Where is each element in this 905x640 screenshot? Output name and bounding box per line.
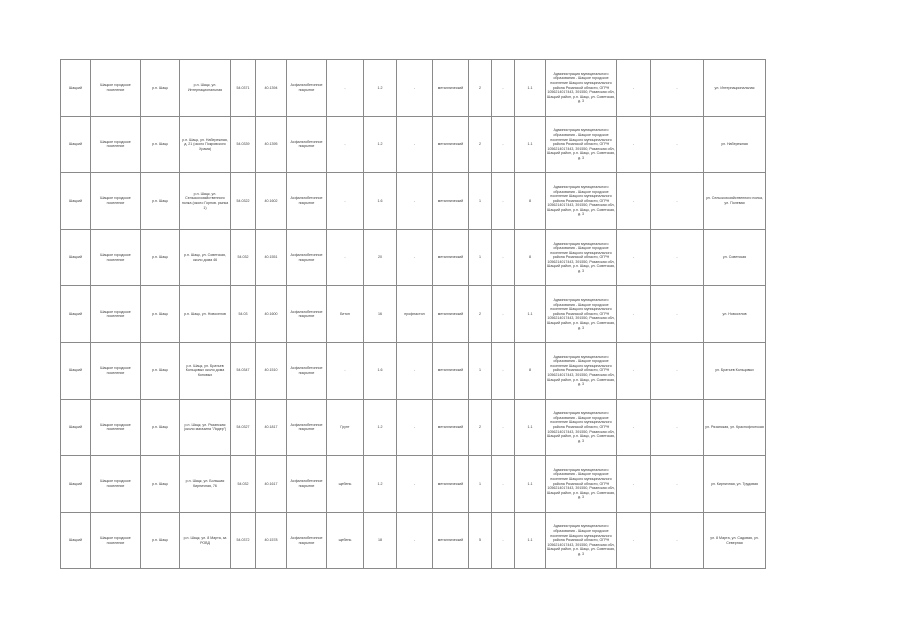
address-cell: р.п. Шацк, ул. Рязанская (около магазина "Лидер") bbox=[180, 399, 231, 456]
area-cell: 1.2 bbox=[364, 399, 397, 456]
extra-cell-1: - bbox=[617, 342, 651, 399]
extra-cell-2: - bbox=[651, 173, 704, 230]
table-row bbox=[61, 399, 766, 456]
extra-cell-2: - bbox=[651, 512, 704, 569]
settlement-cell: Шацкое городское поселение bbox=[91, 286, 141, 343]
served-streets-cell: ул. Новоселов bbox=[704, 286, 766, 343]
address-cell: р.п. Шацк, ул. Набережная, д. 21 (около Покровского Храма) bbox=[180, 116, 231, 173]
planned-count-cell: - bbox=[492, 173, 515, 230]
container-count-cell: 2 bbox=[469, 286, 492, 343]
extra-cell-2: - bbox=[651, 116, 704, 173]
extra-cell-2: - bbox=[651, 456, 704, 513]
extra-cell-2: - bbox=[651, 229, 704, 286]
extra-cell-1: - bbox=[617, 456, 651, 513]
base-type-cell: - bbox=[327, 116, 364, 173]
table-row bbox=[61, 60, 766, 117]
district-cell: Шацкий bbox=[61, 116, 91, 173]
address-cell: р.п. Шацк, ул. Интернациональная bbox=[180, 60, 231, 117]
extra-cell-1: - bbox=[617, 512, 651, 569]
table-row bbox=[61, 342, 766, 399]
owner-cell: Администрация муниципального образования - Шацкое городское поселение Шацкого муниципального района Рязанской области, ОГРН 1056214017443, 391550, Рязанская обл, Шацкий район, р.п. Шацк, ул. Советская, д. 3 bbox=[546, 286, 617, 343]
owner-cell: Администрация муниципального образования - Шацкое городское поселение Шацкого муниципального района Рязанской области, ОГРН 1056214017443, 391550, Рязанская обл, Шацкий район, р.п. Шацк, ул. Советская, д. 3 bbox=[546, 456, 617, 513]
served-streets-cell: ул. Сельскохозяйственного полка, ул. Полевая bbox=[704, 173, 766, 230]
base-type-cell: щебень bbox=[327, 512, 364, 569]
extra-cell-2: - bbox=[651, 399, 704, 456]
area-cell: 1.2 bbox=[364, 116, 397, 173]
surface-type-cell: Асфальтобетонное покрытие bbox=[287, 512, 327, 569]
container-type-cell: металлический bbox=[433, 60, 469, 117]
container-type-cell: металлический bbox=[433, 512, 469, 569]
table-row bbox=[61, 512, 766, 569]
base-type-cell: - bbox=[327, 342, 364, 399]
owner-cell: Администрация муниципального образования - Шацкое городское поселение Шацкого муниципального района Рязанской области, ОГРН 1056214017443, 391550, Рязанская обл, Шацкий район, р.п. Шацк, ул. Советская, д. 3 bbox=[546, 116, 617, 173]
address-cell: р.п. Шацк, ул. Сельскохозяйственного полка (около Горнов. рынка 1) bbox=[180, 173, 231, 230]
base-type-cell: Грунт bbox=[327, 399, 364, 456]
owner-cell: Администрация муниципального образования - Шацкое городское поселение Шацкого муниципального района Рязанской области, ОГРН 1056214017443, 391550, Рязанская обл, Шацкий район, р.п. Шацк, ул. Советская, д. 3 bbox=[546, 173, 617, 230]
longitude-cell: 40.1600 bbox=[256, 286, 287, 343]
area-cell: 1.2 bbox=[364, 60, 397, 117]
roof-cell: - bbox=[397, 116, 433, 173]
base-type-cell: Бетон bbox=[327, 286, 364, 343]
locality-cell: р.п. Шацк bbox=[141, 229, 180, 286]
extra-cell-2: - bbox=[651, 60, 704, 117]
area-cell: 1.6 bbox=[364, 342, 397, 399]
roof-cell: - bbox=[397, 173, 433, 230]
roof-cell: - bbox=[397, 342, 433, 399]
planned-count-cell: - bbox=[492, 60, 515, 117]
container-type-cell: металлический bbox=[433, 456, 469, 513]
container-type-cell: металлический bbox=[433, 342, 469, 399]
served-streets-cell: ул. Интернациональная bbox=[704, 60, 766, 117]
surface-type-cell: Асфальтобетонное покрытие bbox=[287, 456, 327, 513]
container-type-cell: металлический bbox=[433, 116, 469, 173]
surface-type-cell: Асфальтобетонное покрытие bbox=[287, 229, 327, 286]
container-type-cell: металлический bbox=[433, 286, 469, 343]
longitude-cell: 40.1578 bbox=[256, 512, 287, 569]
roof-cell: профнастил bbox=[397, 286, 433, 343]
address-cell: р.п. Шацк, ул. Братьев Кольцовых около дома Коновых bbox=[180, 342, 231, 399]
district-cell: Шацкий bbox=[61, 342, 91, 399]
extra-cell-1: - bbox=[617, 60, 651, 117]
address-cell: р.п. Шацк, ул. 8 Марта, за РОВД bbox=[180, 512, 231, 569]
surface-type-cell: Асфальтобетонное покрытие bbox=[287, 173, 327, 230]
surface-type-cell: Асфальтобетонное покрытие bbox=[287, 60, 327, 117]
extra-cell-1: - bbox=[617, 229, 651, 286]
area-cell: 16 bbox=[364, 286, 397, 343]
roof-cell: - bbox=[397, 229, 433, 286]
longitude-cell: 40.1602 bbox=[256, 173, 287, 230]
extra-cell-1: - bbox=[617, 286, 651, 343]
area-cell: 20 bbox=[364, 229, 397, 286]
locality-cell: р.п. Шацк bbox=[141, 173, 180, 230]
volume-cell: 1.1 bbox=[515, 116, 546, 173]
locality-cell: р.п. Шацк bbox=[141, 116, 180, 173]
base-type-cell: - bbox=[327, 229, 364, 286]
volume-cell: 1.1 bbox=[515, 512, 546, 569]
district-cell: Шацкий bbox=[61, 229, 91, 286]
planned-count-cell: - bbox=[492, 342, 515, 399]
extra-cell-1: - bbox=[617, 399, 651, 456]
settlement-cell: Шацкое городское поселение bbox=[91, 60, 141, 117]
locality-cell: р.п. Шацк bbox=[141, 456, 180, 513]
longitude-cell: 40.1510 bbox=[256, 342, 287, 399]
locality-cell: р.п. Шацк bbox=[141, 512, 180, 569]
volume-cell: 1.1 bbox=[515, 60, 546, 117]
latitude-cell: 54.032 bbox=[231, 456, 256, 513]
longitude-cell: 40.1551 bbox=[256, 229, 287, 286]
served-streets-cell: ул. Братьев Кольцовых bbox=[704, 342, 766, 399]
address-cell: р.п. Шацк, ул. Большая Кирпичная, 76 bbox=[180, 456, 231, 513]
table-row bbox=[61, 173, 766, 230]
locality-cell: р.п. Шацк bbox=[141, 342, 180, 399]
surface-type-cell: Асфальтобетонное покрытие bbox=[287, 399, 327, 456]
settlement-cell: Шацкое городское поселение bbox=[91, 342, 141, 399]
planned-count-cell: - bbox=[492, 116, 515, 173]
latitude-cell: 54.03 bbox=[231, 286, 256, 343]
owner-cell: Администрация муниципального образования - Шацкое городское поселение Шацкого муниципального района Рязанской области, ОГРН 1056214017443, 391550, Рязанская обл, Шацкий район, р.п. Шацк, ул. Советская, д. 3 bbox=[546, 512, 617, 569]
roof-cell: - bbox=[397, 456, 433, 513]
table-row bbox=[61, 456, 766, 513]
locality-cell: р.п. Шацк bbox=[141, 286, 180, 343]
roof-cell: - bbox=[397, 60, 433, 117]
longitude-cell: 40.1617 bbox=[256, 456, 287, 513]
latitude-cell: 54.0327 bbox=[231, 399, 256, 456]
extra-cell-2: - bbox=[651, 286, 704, 343]
container-type-cell: металлический bbox=[433, 229, 469, 286]
settlement-cell: Шацкое городское поселение bbox=[91, 399, 141, 456]
longitude-cell: 40.1394 bbox=[256, 60, 287, 117]
volume-cell: 1.1 bbox=[515, 399, 546, 456]
planned-count-cell: - bbox=[492, 286, 515, 343]
container-count-cell: 2 bbox=[469, 60, 492, 117]
district-cell: Шацкий bbox=[61, 456, 91, 513]
served-streets-cell: ул. Советская bbox=[704, 229, 766, 286]
volume-cell: 8 bbox=[515, 342, 546, 399]
table-body bbox=[61, 60, 766, 569]
table-row bbox=[61, 116, 766, 173]
planned-count-cell: - bbox=[492, 456, 515, 513]
container-type-cell: металлический bbox=[433, 173, 469, 230]
served-streets-cell: ул. Набережная bbox=[704, 116, 766, 173]
container-count-cell: 1 bbox=[469, 456, 492, 513]
served-streets-cell: ул. 8 Марта, ул. Садовая, ул. Северная bbox=[704, 512, 766, 569]
container-count-cell: 2 bbox=[469, 399, 492, 456]
locality-cell: р.п. Шацк bbox=[141, 60, 180, 117]
volume-cell: 8 bbox=[515, 229, 546, 286]
area-cell: 1.6 bbox=[364, 173, 397, 230]
latitude-cell: 54.0339 bbox=[231, 116, 256, 173]
address-cell: р.п. Шацк, ул. Советская, около дома 46 bbox=[180, 229, 231, 286]
area-cell: 18 bbox=[364, 512, 397, 569]
settlement-cell: Шацкое городское поселение bbox=[91, 116, 141, 173]
surface-type-cell: Асфальтобетонное покрытие bbox=[287, 286, 327, 343]
planned-count-cell: - bbox=[492, 399, 515, 456]
locality-cell: р.п. Шацк bbox=[141, 399, 180, 456]
volume-cell: 1.1 bbox=[515, 456, 546, 513]
roof-cell: - bbox=[397, 512, 433, 569]
volume-cell: 1.1 bbox=[515, 286, 546, 343]
table-row bbox=[61, 286, 766, 343]
settlement-cell: Шацкое городское поселение bbox=[91, 456, 141, 513]
registry-table bbox=[60, 59, 766, 569]
container-count-cell: 1 bbox=[469, 342, 492, 399]
latitude-cell: 54.0372 bbox=[231, 512, 256, 569]
owner-cell: Администрация муниципального образования - Шацкое городское поселение Шацкого муниципального района Рязанской области, ОГРН 1056214017443, 391550, Рязанская обл, Шацкий район, р.п. Шацк, ул. Советская, д. 3 bbox=[546, 342, 617, 399]
extra-cell-1: - bbox=[617, 173, 651, 230]
base-type-cell: щебень bbox=[327, 456, 364, 513]
planned-count-cell: - bbox=[492, 512, 515, 569]
district-cell: Шацкий bbox=[61, 399, 91, 456]
volume-cell: 8 bbox=[515, 173, 546, 230]
latitude-cell: 54.0371 bbox=[231, 60, 256, 117]
district-cell: Шацкий bbox=[61, 286, 91, 343]
surface-type-cell: Асфальтобетонное покрытие bbox=[287, 342, 327, 399]
extra-cell-2: - bbox=[651, 342, 704, 399]
district-cell: Шацкий bbox=[61, 173, 91, 230]
served-streets-cell: ул. Рязанская, ул. Краснофлотская bbox=[704, 399, 766, 456]
district-cell: Шацкий bbox=[61, 60, 91, 117]
base-type-cell: - bbox=[327, 60, 364, 117]
owner-cell: Администрация муниципального образования - Шацкое городское поселение Шацкого муниципального района Рязанской области, ОГРН 1056214017443, 391550, Рязанская обл, Шацкий район, р.п. Шацк, ул. Советская, д. 3 bbox=[546, 229, 617, 286]
roof-cell: - bbox=[397, 399, 433, 456]
served-streets-cell: ул. Кирпичная, ул. Трудовая bbox=[704, 456, 766, 513]
surface-type-cell: Асфальтобетонное покрытие bbox=[287, 116, 327, 173]
longitude-cell: 40.1817 bbox=[256, 399, 287, 456]
settlement-cell: Шацкое городское поселение bbox=[91, 173, 141, 230]
container-type-cell: металлический bbox=[433, 399, 469, 456]
container-count-cell: 2 bbox=[469, 116, 492, 173]
container-count-cell: 1 bbox=[469, 229, 492, 286]
address-cell: р.п. Шацк, ул. Новоселов bbox=[180, 286, 231, 343]
planned-count-cell: - bbox=[492, 229, 515, 286]
longitude-cell: 40.1395 bbox=[256, 116, 287, 173]
container-count-cell: 5 bbox=[469, 512, 492, 569]
table-row bbox=[61, 229, 766, 286]
district-cell: Шацкий bbox=[61, 512, 91, 569]
latitude-cell: 54.0347 bbox=[231, 342, 256, 399]
latitude-cell: 54.032 bbox=[231, 229, 256, 286]
base-type-cell: - bbox=[327, 173, 364, 230]
area-cell: 1.2 bbox=[364, 456, 397, 513]
settlement-cell: Шацкое городское поселение bbox=[91, 512, 141, 569]
settlement-cell: Шацкое городское поселение bbox=[91, 229, 141, 286]
extra-cell-1: - bbox=[617, 116, 651, 173]
container-count-cell: 1 bbox=[469, 173, 492, 230]
owner-cell: Администрация муниципального образования - Шацкое городское поселение Шацкого муниципального района Рязанской области, ОГРН 1056214017443, 391550, Рязанская обл, Шацкий район, р.п. Шацк, ул. Советская, д. 3 bbox=[546, 399, 617, 456]
latitude-cell: 54.0322 bbox=[231, 173, 256, 230]
owner-cell: Администрация муниципального образования - Шацкое городское поселение Шацкого муниципального района Рязанской области, ОГРН 1056214017443, 391550, Рязанская обл, Шацкий район, р.п. Шацк, ул. Советская, д. 3 bbox=[546, 60, 617, 117]
